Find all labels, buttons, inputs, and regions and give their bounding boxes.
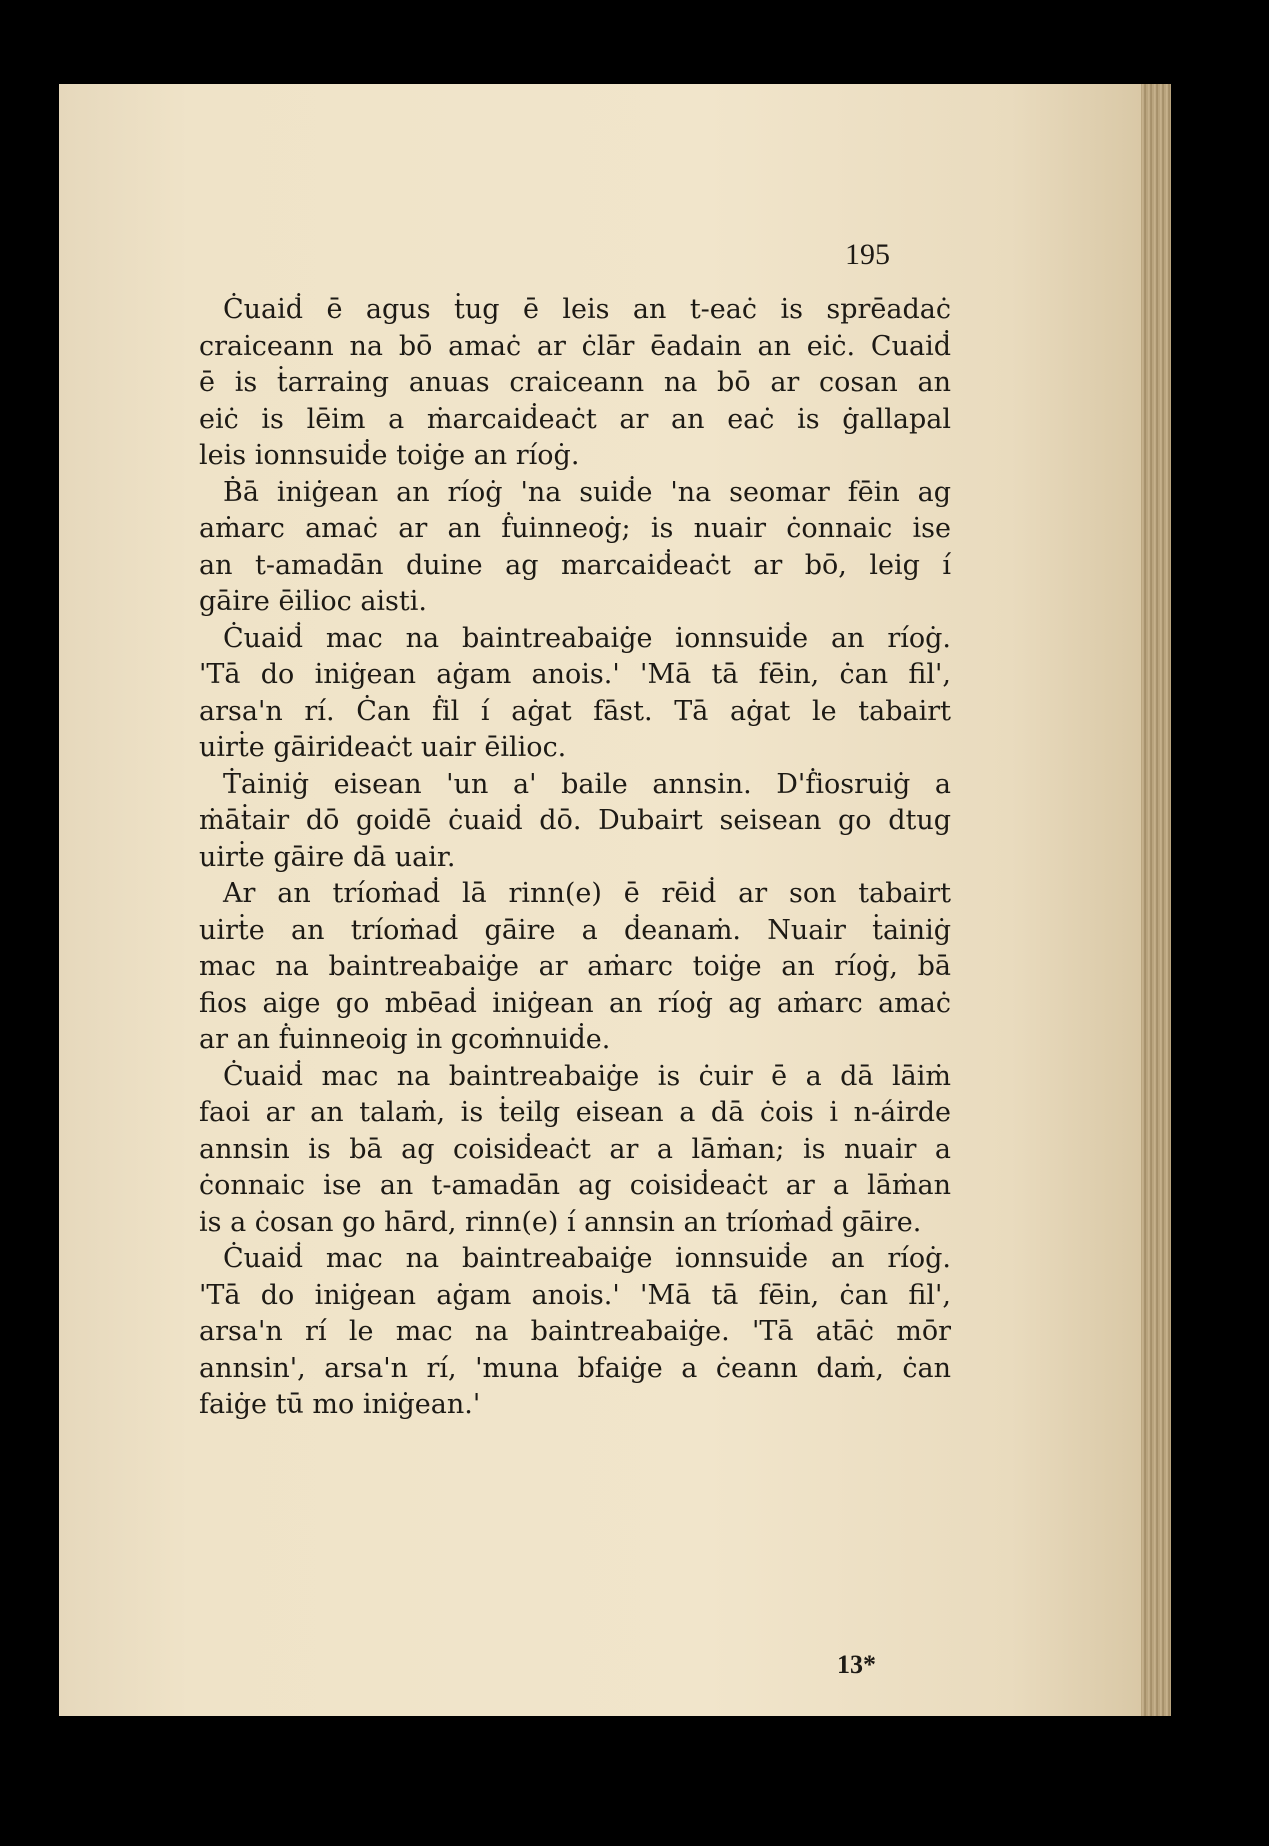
text-line: fios aige go mbēaḋ iniġean an ríoġ ag aṁarc amaċ bbox=[199, 987, 951, 1019]
paragraph bbox=[199, 292, 951, 475]
paragraph bbox=[199, 1059, 951, 1242]
text-line: 'Tā do iniġean aġam anois.' 'Mā tā fēin, ċan fil', bbox=[199, 659, 951, 690]
text-line: gāire ēilioc aisti. bbox=[199, 586, 427, 617]
text-line: Ċuaiḋ mac na baintreabaiġe ionnsuiḋe an ríoġ. bbox=[223, 1243, 951, 1274]
page-edges bbox=[1141, 84, 1171, 1716]
text-line: aṁarc amaċ ar an ḟuinneoġ; is nuair ċonnaic ise bbox=[199, 513, 951, 544]
text-line: eiċ is lēim a ṁarcaiḋeaċt ar an eaċ is ġallapal bbox=[199, 403, 951, 435]
paragraph bbox=[199, 621, 951, 767]
paragraph bbox=[199, 767, 951, 877]
text-line: arsa'n rí. Ċan ḟil í aġat fāst. Tā aġat le tabairt bbox=[199, 695, 951, 727]
text-line: annsin is bā ag coisiḋeaċt ar a lāṁan; is nuair a bbox=[199, 1133, 951, 1165]
text-line: mac na baintreabaiġe ar aṁarc toiġe an ríoġ, bā bbox=[199, 951, 951, 982]
text-line: leis ionnsuiḋe toiġe an ríoġ. bbox=[199, 440, 580, 471]
text-line: 'Tā do iniġean aġam anois.' 'Mā tā fēin, ċan fil', bbox=[199, 1279, 951, 1311]
text-line: is a ċosan go hārd, rinn(e) í annsin an tríoṁaḋ gāire. bbox=[199, 1206, 922, 1238]
text-line: faoi ar an talaṁ, is ṫeilg eisean a dā ċois i n-áirde bbox=[199, 1097, 951, 1128]
page-number: 195 bbox=[845, 238, 890, 271]
body-text bbox=[199, 292, 951, 1424]
paragraph bbox=[199, 1241, 951, 1424]
text-line: Ċuaiḋ ē agus ṫug ē leis an t-eaċ is sprēadaċ bbox=[223, 294, 951, 325]
text-line: ē is ṫarraing anuas craiceann na bō ar cosan an bbox=[199, 367, 951, 398]
text-line: craiceann na bō amaċ ar ċlār ēadain an eiċ. Cuaiḋ bbox=[199, 330, 951, 362]
text-line: Ar an tríoṁaḋ lā rinn(e) ē rēiḋ ar son tabairt bbox=[223, 878, 951, 909]
text-line: faiġe tū mo iniġean.' bbox=[199, 1389, 481, 1420]
text-line: an t-amadān duine ag marcaiḋeaċt ar bō, leig í bbox=[199, 549, 951, 581]
text-line: ṁāṫair dō goidē ċuaiḋ dō. Dubairt seisean go dtug bbox=[199, 805, 951, 836]
text-line: annsin', arsa'n rí, 'muna bfaiġe a ċeann daṁ, ċan bbox=[199, 1352, 951, 1384]
text-line: uirṫe gāirideaċt uair ēilioc. bbox=[199, 732, 567, 763]
text-line: uirṫe an tríoṁaḋ gāire a ḋeanaṁ. Nuair ṫainiġ bbox=[199, 914, 951, 946]
text-line: Ḃā iniġean an ríoġ 'na suiḋe 'na seomar fēin ag bbox=[223, 476, 951, 508]
text-line: Ċuaiḋ mac na baintreabaiġe is ċuir ē a dā lāiṁ bbox=[223, 1060, 951, 1092]
text-line: ar an ḟuinneoig in gcoṁnuiḋe. bbox=[199, 1024, 611, 1055]
signature-mark: 13* bbox=[837, 1650, 876, 1679]
paragraph bbox=[199, 876, 951, 1059]
text-line: Ṫainiġ eisean 'un a' baile annsin. D'ḟiosruiġ a bbox=[223, 768, 951, 800]
book-page bbox=[59, 84, 1141, 1716]
text-line: ċonnaic ise an t-amadān ag coisiḋeaċt ar a lāṁan bbox=[199, 1170, 951, 1201]
paragraph bbox=[199, 475, 951, 621]
text-line: arsa'n rí le mac na baintreabaiġe. 'Tā atāċ mōr bbox=[199, 1316, 951, 1347]
text-line: uirṫe gāire dā uair. bbox=[199, 841, 456, 873]
book bbox=[59, 84, 1171, 1716]
text-line: Ċuaiḋ mac na baintreabaiġe ionnsuiḋe an ríoġ. bbox=[223, 622, 951, 654]
